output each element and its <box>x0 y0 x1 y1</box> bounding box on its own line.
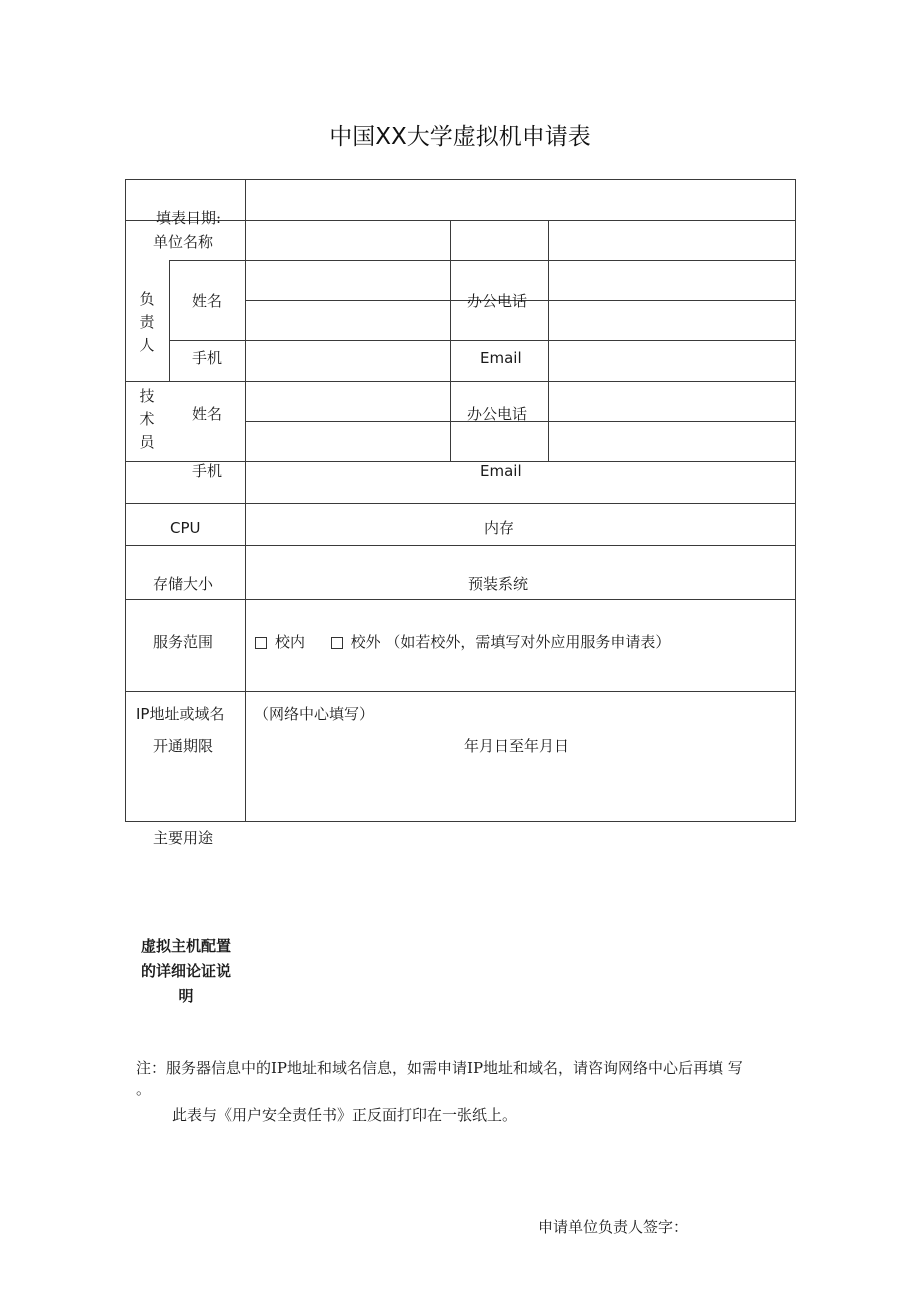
leader-sub-divider <box>169 260 170 381</box>
service-scope-label: 服务范围 <box>153 633 214 651</box>
row-line-8 <box>125 503 796 504</box>
scope-note: （如若校外，需填写对外应用服务申请表） <box>385 633 671 651</box>
storage-label: 存储大小 <box>153 575 214 593</box>
table-border-right <box>795 179 796 822</box>
note-line-1-tail: 。 <box>136 1080 152 1098</box>
config-explain-label: 虚拟主机配置的详细论证说明 <box>140 937 231 1005</box>
campus-out-label: 校外 <box>350 633 381 651</box>
row-line-7 <box>125 461 796 462</box>
tech-name-label: 姓名 <box>192 405 223 423</box>
leader-email-label: Email <box>480 349 522 367</box>
table-border-top <box>125 179 796 180</box>
preinstalled-os-label: 预装系统 <box>468 575 529 593</box>
cpu-label: CPU <box>170 519 201 537</box>
row-line-11 <box>125 691 796 692</box>
open-period-label: 开通期限 <box>153 737 214 755</box>
form-title: 中国XX大学虚拟机申请表 <box>329 124 591 150</box>
fill-date-label: 填表日期: <box>156 209 222 227</box>
row-line-9 <box>125 545 796 546</box>
tech-office-phone-label: 办公电话 <box>467 405 528 423</box>
leader-name-label: 姓名 <box>192 292 223 310</box>
unit-name-label: 单位名称 <box>153 233 214 251</box>
row-line-10 <box>125 599 796 600</box>
scope-options <box>255 633 670 651</box>
ip-domain-label: IP地址或域名 <box>136 705 225 723</box>
leader-office-phone-label: 办公电话 <box>467 292 528 310</box>
signature-label: 申请单位负责人签字： <box>538 1218 689 1236</box>
campus-out-checkbox[interactable] <box>331 637 343 649</box>
mid-divider-b <box>548 220 549 462</box>
row-line-2 <box>169 260 796 261</box>
main-use-label: 主要用途 <box>153 829 214 847</box>
label-column-divider <box>245 179 246 822</box>
tech-label: 技术员 <box>139 387 155 451</box>
row-line-4 <box>169 340 796 341</box>
network-center-note: （网络中心填写） <box>254 705 375 723</box>
mid-divider-a <box>450 220 451 462</box>
leader-mobile-label: 手机 <box>192 349 223 367</box>
row-line-5 <box>125 381 796 382</box>
memory-label: 内存 <box>484 519 515 537</box>
note-line-1: 注：服务器信息中的IP地址和域名信息，如需申请IP地址和域名，请咨询网络中心后再填 写 <box>136 1059 743 1077</box>
tech-email-label: Email <box>480 462 522 480</box>
note-line-2: 此表与《用户安全责任书》正反面打印在一张纸上。 <box>172 1106 518 1124</box>
campus-in-label: 校内 <box>275 633 306 651</box>
leader-label: 负责人 <box>139 290 155 354</box>
tech-mobile-label: 手机 <box>192 462 223 480</box>
table-border-left <box>125 179 126 822</box>
campus-in-checkbox[interactable] <box>255 637 267 649</box>
row-line-1 <box>125 220 796 221</box>
table-border-bottom <box>125 821 796 822</box>
period-value: 年月日至年月日 <box>464 737 570 755</box>
